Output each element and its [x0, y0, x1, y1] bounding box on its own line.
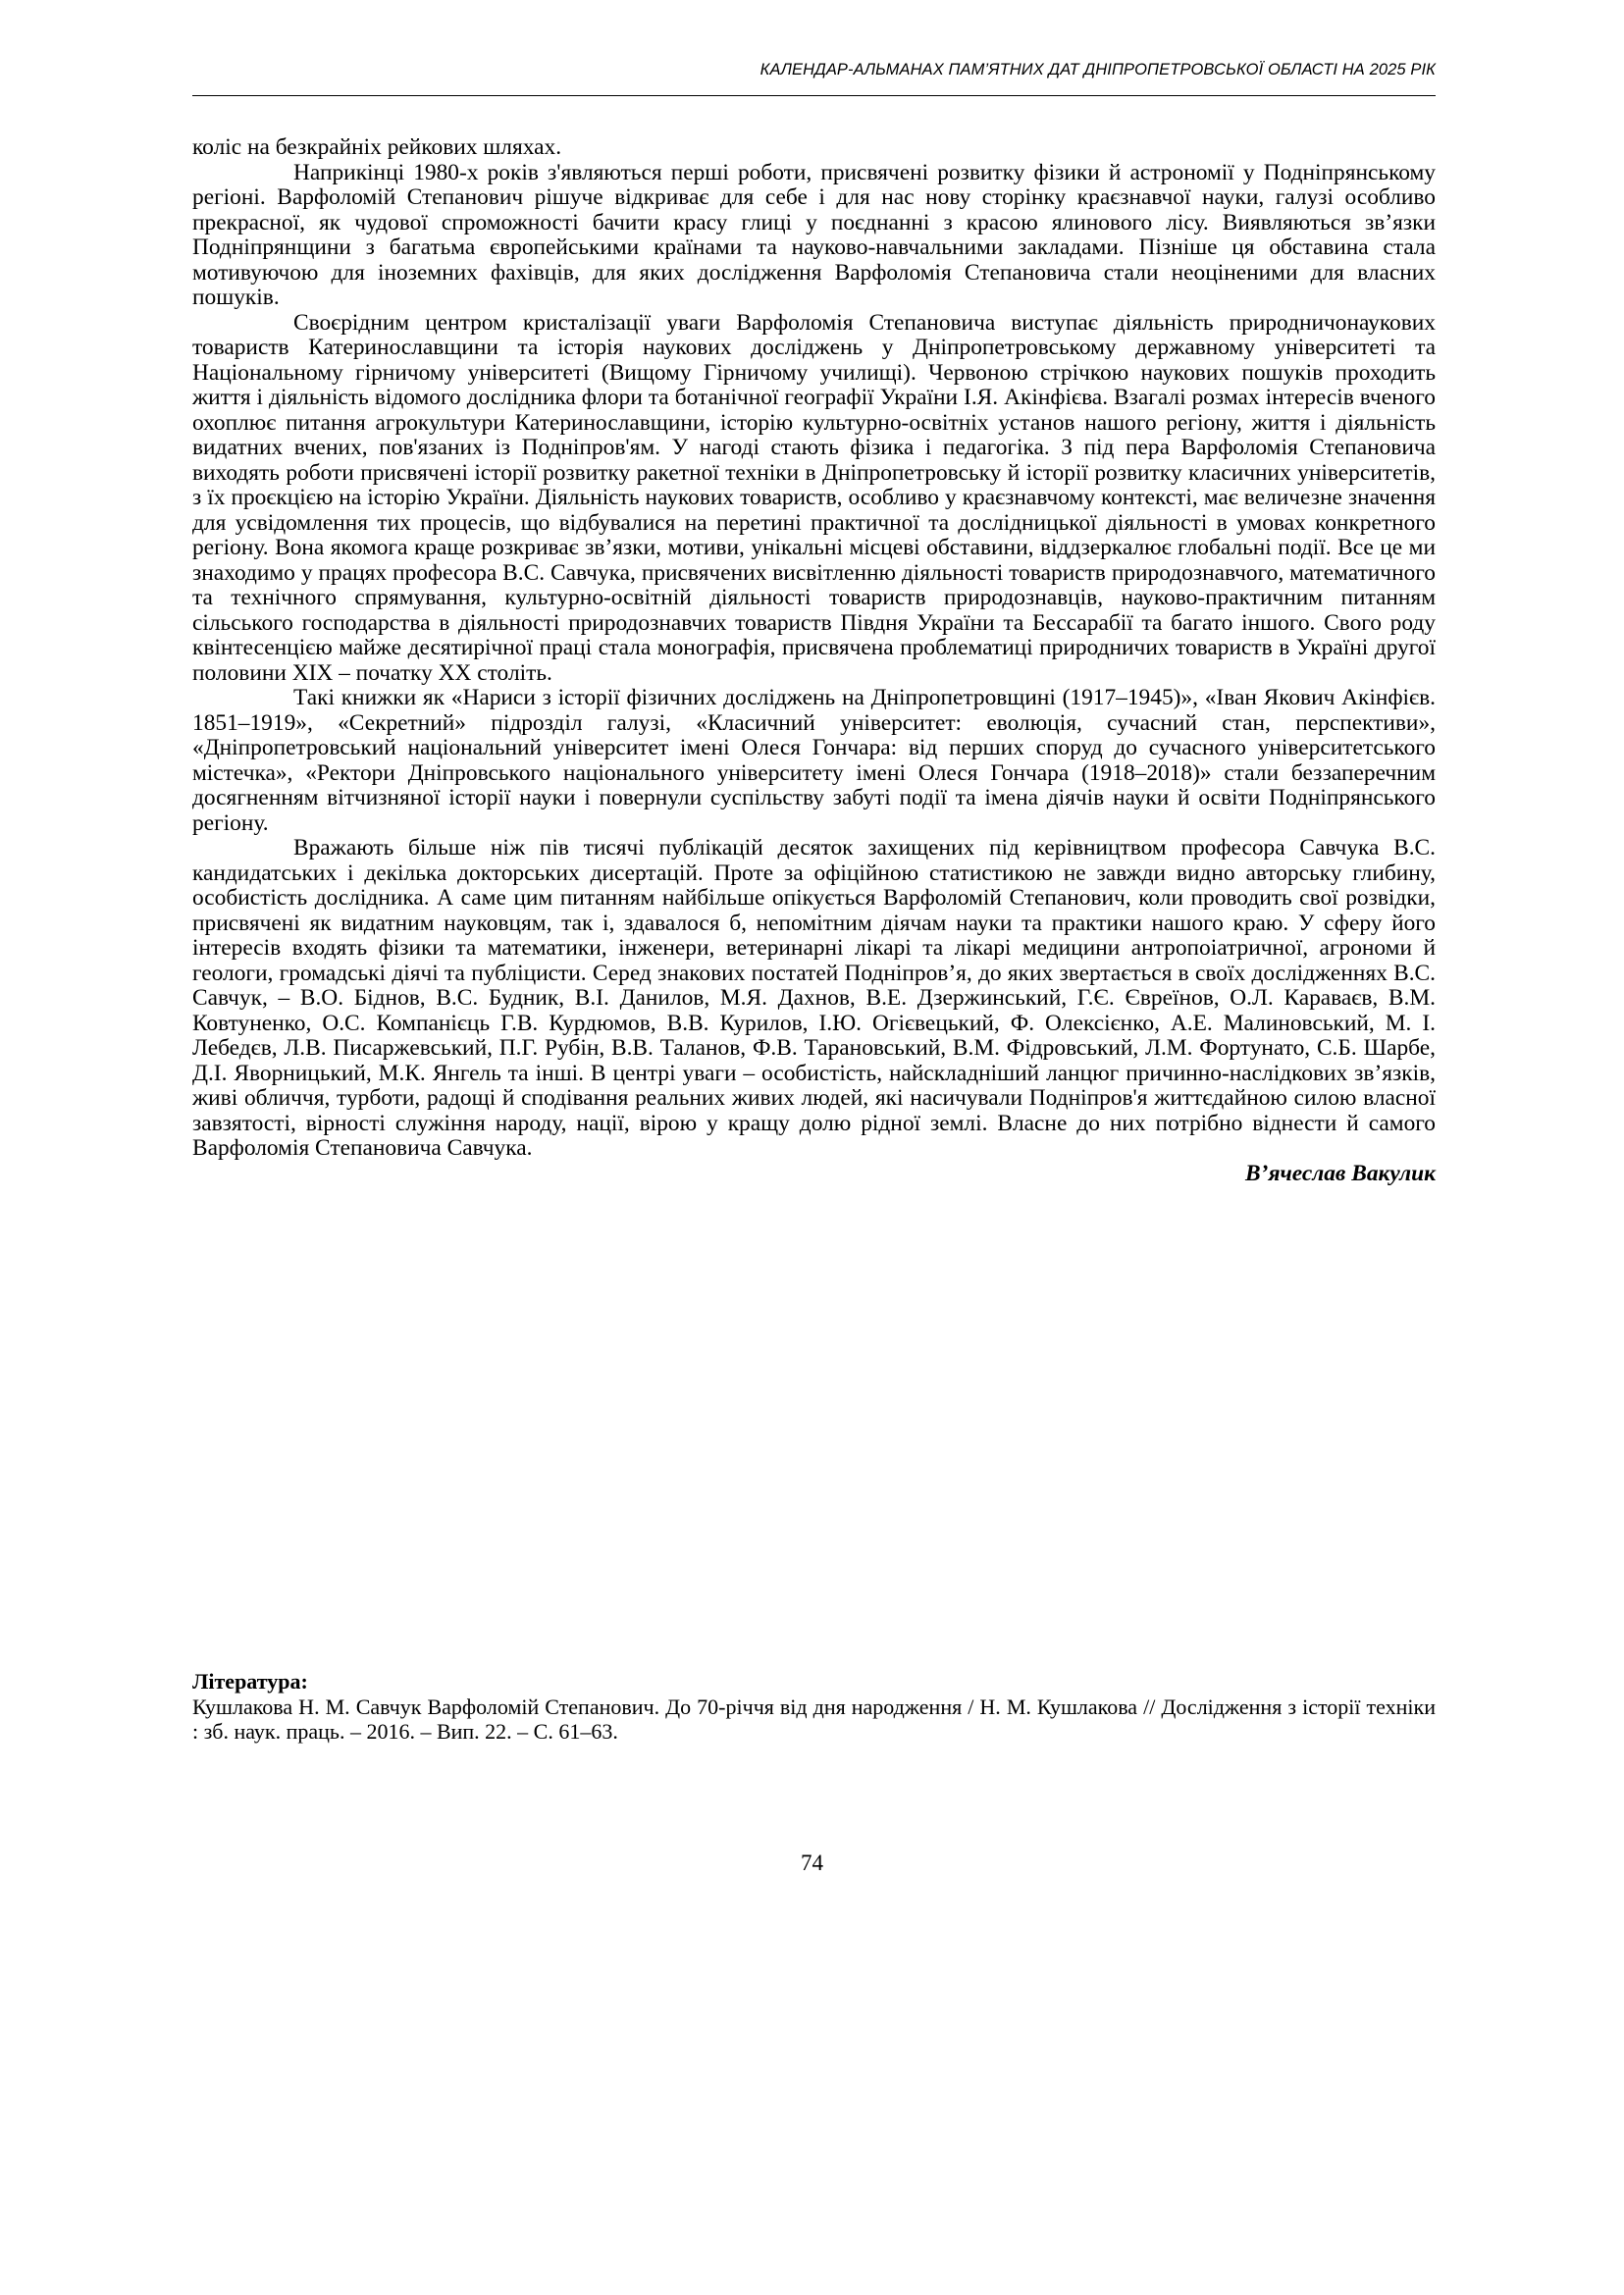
paragraph-natural-science-societies: Своєрідним центром кристалізації уваги Варфоломія Степановича виступає діяльність природничонаукових товариств Катеринославщини та історія наукових досліджень у Дніпропетровському державному університеті та Національному гірничому університеті (Вищому Гірничому училищі). Червоною стрічкою наукових пошуків проходить життя і діяльність відомого дослідника флори та ботанічної географії України І.Я. Акінфієва. Взагалі розмах інтересів вченого охоплює питання агрокультури Катеринославщини, історію культурно-освітніх установ нашого регіону, життя і діяльність видатних вчених, пов'язаних із Подніпров'ям. У нагоді стають фізика і педагогіка. З під пера Варфоломія Степановича виходять роботи присвячені історії розвитку ракетної техніки в Дніпропетровську й історії розвитку класичних університетів, з їх проєкцією на історію України. Діяльність наукових товариств, особливо у краєзнавчому контексті, має величезне значення для усвідомлення тих процесів, що відбувалися на перетині практичної та дослідницької діяльності в умовах конкретного регіону. Вона якомога краще розкриває зв’язки, мотиви, унікальні місцеві обставини, віддзеркалює глобальні події. Все це ми знаходимо у працях професора В.С. Савчука, присвячених висвітленню діяльності товариств природознавчого, математичного та технічного спрямування, культурно-освітній діяльності товариств природознавців, науково-практичним питанням сільського господарства в діяльності природознавчих товариств Півдня України та Бессарабії та багато іншого. Свого роду квінтесенцією майже десятирічної праці стала монографія, присвячена проблематиці природничих товариств в Україні другої половини ХІХ – початку ХХ століть. — [192, 309, 1436, 686]
author-signature: В’ячеслав Вакулик — [1245, 1160, 1436, 1186]
page-number: 74 — [801, 1851, 823, 1875]
paragraph-publications: Вражають більше ніж пів тисячі публікацій десяток захищених під керівництвом професора Савчука В.С. кандидатських і декілька докторських дисертацій. Проте за офіційною статистикою не завжди видно авторську глибину, особистість дослідника. А саме цим питанням найбільше опікується Варфоломій Степанович, коли проводить свої розвідки, присвячені як видатним науковцям, так і, здавалося б, непомітним діячам науки та практики нашого краю. У сферу його інтересів входять фізики та математики, інженери, ветеринарні лікарі та лікарі медицини антропоіатричної, агрономи й геологи, громадські діячі та публіцисти. Серед знакових постатей Подніпров’я, до яких звертається в своїх дослідженнях В.С. Савчук, – В.О. Біднов, В.С. Будник, В.І. Данилов, М.Я. Дахнов, В.Е. Дзержинський, Г.Є. Євреїнов, О.Л. Караваєв, В.М. Ковтуненко, О.С. Компанієць Г.В. Курдюмов, В.В. Курилов, І.Ю. Огієвецький, Ф. Олексієнко, А.Е. Малиновський, М. І. Лебедєв, Л.В. Писаржевський, П.Г. Рубін, В.В. Таланов, Ф.В. Тарановський, В.М. Фідровський, Л.М. Фортунато, С.Б. Шарбе, Д.І. Яворницький, М.К. Янгель та інші. В центрі уваги – особистість, найскладніший ланцюг причинно-наслідкових зв’язків, живі обличчя, турботи, радощі й сподівання реальних живих людей, які насичували Подніпров'я життєдайною силою власної завзятості, вірності служіння народу, нації, вірою у кращу долю рідної землі. Власне до них потрібно віднести й самого Варфоломія Степановича Савчука. — [192, 835, 1436, 1161]
literature-heading: Література: — [192, 1669, 308, 1694]
paragraph-continuation: коліс на безкрайніх рейкових шляхах. — [192, 134, 562, 160]
article-body — [192, 135, 1436, 1186]
literature-entry: Кушлакова Н. М. Савчук Варфоломій Степанович. До 70-річчя від дня народження / Н. М. Кушлакова // Дослідження з історії техніки : зб. наук. праць. – 2016. – Вип. 22. – С. 61–63. — [192, 1694, 1436, 1744]
paragraph-books: Такі книжки як «Нариси з історії фізичних досліджень на Дніпропетровщині (1917–1945)», «Іван Якович Акінфієв. 1851–1919», «Секретний» підрозділ галузі, «Класичний університет: еволюція, сучасний стан, перспективи», «Дніпропетровський національний університет імені Олеся Гончара: від перших споруд до сучасного університетського містечка», «Ректори Дніпровського національного університету імені Олеся Гончара (1918–2018)» стали беззаперечним досягненням вітчизняної історії науки і повернули суспільству забуті події та імена діячів науки й освіти Подніпрянського регіону. — [192, 685, 1436, 836]
running-header: КАЛЕНДАР-АЛЬМАНАХ ПАМ’ЯТНИХ ДАТ ДНІПРОПЕТРОВСЬКОЇ ОБЛАСТІ НА 2025 РІК — [760, 61, 1436, 78]
header-divider — [192, 95, 1436, 96]
literature-section — [192, 1669, 1436, 1745]
paragraph-physics-astronomy: Наприкінці 1980-х років з'являються перші роботи, присвячені розвитку фізики й астрономії у Подніпрянському регіоні. Варфоломій Степанович рішуче відкриває для себе і для нас нову сторінку краєзнавчої науки, галузі особливо прекрасної, як чудової спроможності бачити красу глиці у поєднанні з красою ялинового лісу. Виявляються зв’язки Подніпрянщини з багатьма європейськими країнами та науково-навчальними закладами. Пізніше ця обставина стала мотивуючою для іноземних фахівців, для яких дослідження Варфоломія Степановича стали неоціненими для власних пошуків. — [192, 159, 1436, 310]
